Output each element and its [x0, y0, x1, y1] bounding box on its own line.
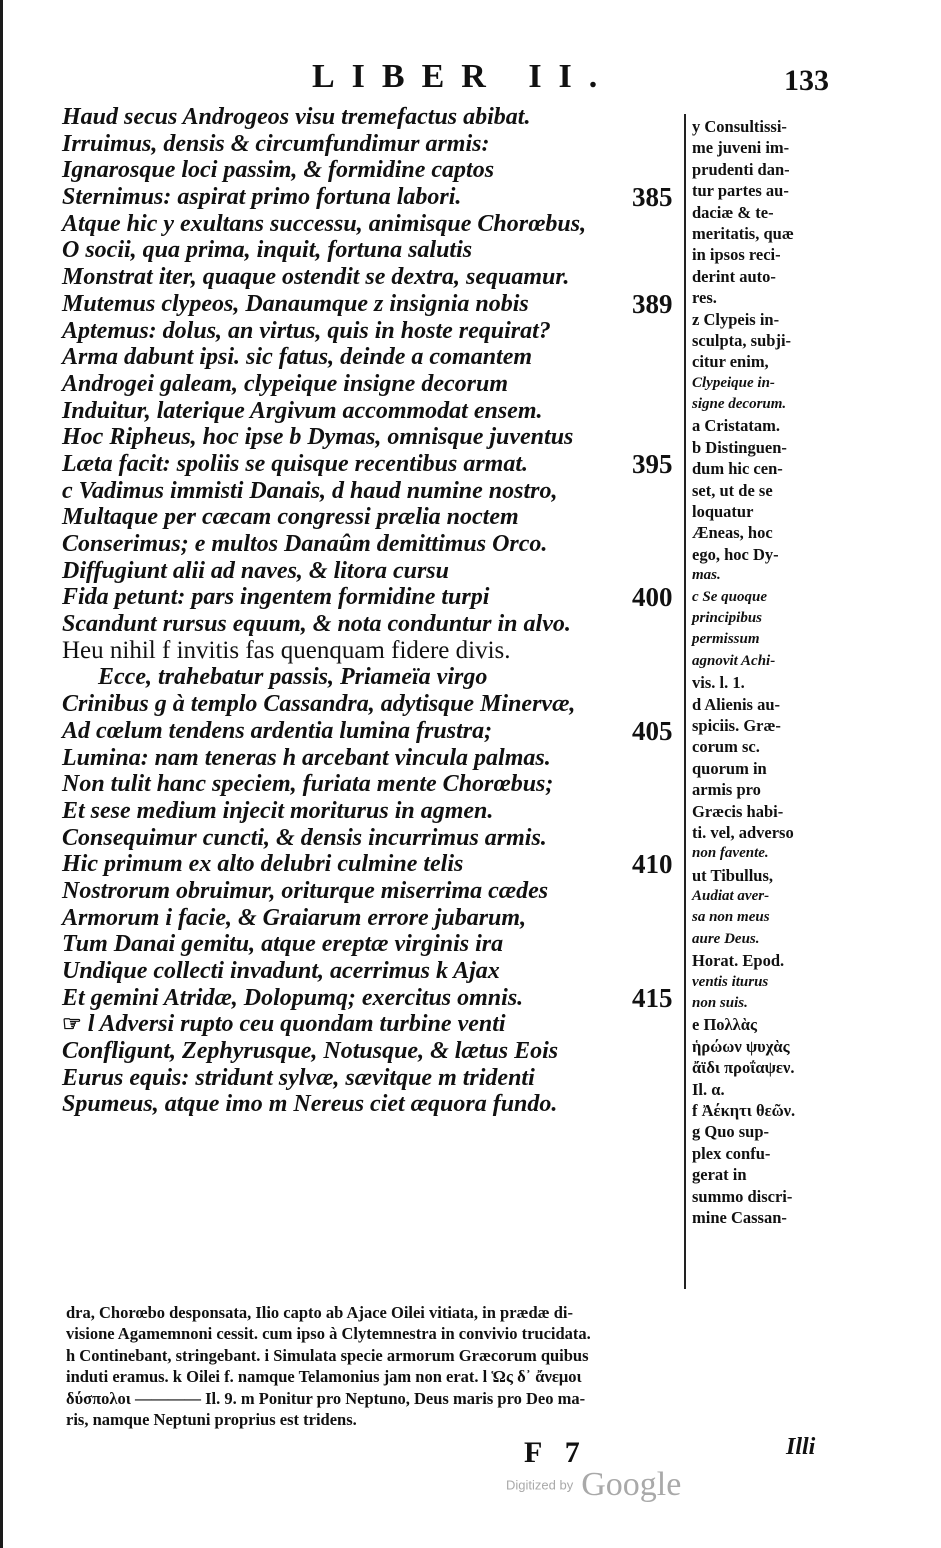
verse-line	[62, 798, 692, 825]
verse-line-text: Confligunt, Zephyrusque, Notusque, & lætus Eois	[62, 1038, 559, 1065]
line-number: 385	[632, 182, 673, 213]
verse-line-text: O socii, qua prima, inquit, fortuna salutis	[62, 237, 473, 264]
gloss-line: agnovit Achi-	[692, 652, 776, 669]
verse-line	[62, 1011, 692, 1038]
verse-line-text: Lumina: nam teneras h arcebant vincula palmas.	[62, 744, 551, 771]
verse-line	[62, 531, 692, 558]
verse-line	[62, 398, 692, 425]
verse-line	[62, 131, 692, 158]
gloss-line: ἡρώων ψυχὰς	[692, 1036, 790, 1056]
verse-line	[62, 264, 692, 291]
marginal-gloss	[692, 116, 839, 1228]
verse-line-text: Spumeus, atque imo m Nereus ciet æquora fundo.	[62, 1091, 558, 1118]
verse-line-text: Atque hic y exultans successu, animisque Chorœbus,	[62, 210, 587, 237]
gloss-line: principibus	[692, 609, 763, 626]
gloss-line: b Distinguen-	[692, 437, 787, 457]
verse-line	[62, 478, 692, 505]
verse-line	[62, 905, 692, 932]
digitized-watermark	[506, 1466, 681, 1504]
verse-line-text: Armorum i facie, & Graiarum errore jubarum,	[62, 904, 527, 931]
verse-line	[62, 1065, 692, 1092]
verse-line-text: Diffugiunt alii ad naves, & litora cursu	[62, 557, 449, 584]
verse-line-text: Monstrat iter, quaque ostendit se dextra, sequamur.	[62, 264, 570, 291]
verse-line-text: Ad cœlum tendens ardentia lumina frustra;	[62, 717, 493, 744]
gloss-line: e Πολλὰς	[692, 1015, 757, 1035]
gloss-line: prudenti dan-	[692, 159, 790, 179]
verse-line-text: Arma dabunt ipsi. sic fatus, deinde a comantem	[62, 344, 533, 371]
verse-line	[62, 931, 692, 958]
gloss-line: Horat. Epod.	[692, 951, 785, 971]
gloss-line: armis pro	[692, 780, 761, 800]
gloss-line: summo discri-	[692, 1186, 793, 1206]
verse-line-text: Induitur, laterique Argivum accommodat ensem.	[62, 397, 543, 424]
footnote-line: ris, namque Neptuni proprius est tridens.	[66, 1409, 357, 1429]
gloss-line: permissum	[692, 631, 760, 648]
gloss-line: spiciis. Græ-	[692, 715, 781, 735]
verse-line-text: Heu nihil f invitis fas quenquam fidere divis.	[62, 636, 511, 664]
verse-line	[62, 157, 692, 184]
verse-line	[62, 878, 692, 905]
verse-line	[62, 104, 692, 131]
page-number: 133	[784, 64, 829, 97]
verse-line-text: Undique collecti invadunt, acerrimus k Ajax	[62, 958, 500, 984]
line-number: 405	[632, 715, 673, 746]
gloss-line: Audiat aver-	[692, 888, 770, 905]
verse-line-text: c Vadimus immisti Danais, d haud numine nostro,	[62, 477, 558, 504]
gloss-line: g Quo sup-	[692, 1122, 770, 1142]
verse-line	[62, 288, 692, 319]
gloss-line: signe decorum.	[692, 396, 787, 413]
gloss-line: c Se quoque	[692, 588, 767, 605]
footnote-line: dra, Chorœbo desponsata, Ilio capto ab Ajace Oilei vitiata, in prædæ di-	[66, 1303, 573, 1322]
verse-line	[62, 851, 692, 878]
gloss-line: ego, hoc Dy-	[692, 544, 779, 564]
verse-line	[62, 558, 692, 585]
gloss-line: ventis iturus	[692, 973, 769, 990]
verse-line	[62, 1038, 692, 1065]
verse-line-text: Conserimus; e multos Danaûm demittimus Orco.	[62, 531, 548, 557]
verse-line-text: Sternimus: aspirat primo fortuna labori.	[62, 184, 462, 211]
gloss-line: Æneas, hoc	[692, 523, 773, 543]
verse-line	[62, 448, 692, 479]
verse-line	[62, 237, 692, 264]
verse-line-text: Mutemus clypeos, Danaumque z insignia nobis	[62, 290, 529, 317]
line-number: 395	[632, 448, 673, 479]
verse-line	[62, 715, 692, 746]
gloss-line: in ipsos reci-	[692, 245, 781, 265]
verse-line	[62, 211, 692, 238]
manicule-icon: ☞	[62, 1011, 82, 1037]
verse-line	[62, 184, 692, 211]
gloss-line: citur enim,	[692, 352, 769, 372]
verse-line-text: Hoc Ripheus, hoc ipse b Dymas, omnisque juventus	[62, 424, 574, 451]
gloss-line: Il. α.	[692, 1079, 725, 1099]
verse-line-text: Læta facit: spoliis se quisque recentibus armat.	[62, 450, 529, 477]
verse-line-text: Tum Danai gemitu, atque ereptæ virginis ira	[62, 931, 504, 958]
verse-line-text: Non tulit hanc speciem, furiata mente Chorœbus;	[62, 771, 554, 798]
running-title: LIBER II.	[312, 58, 615, 95]
verse-line	[62, 982, 692, 1013]
gloss-line: corum sc.	[692, 737, 760, 757]
verse-line	[62, 611, 692, 638]
line-number: 389	[632, 288, 673, 319]
verse-line	[62, 771, 692, 798]
verse-text	[62, 104, 692, 1118]
gloss-line: quorum in	[692, 758, 767, 778]
footnote-line: δύσπολοι ———— Il. 9. m Ponitur pro Neptuno, Deus maris pro Deo ma-	[66, 1388, 586, 1408]
verse-line-text: Androgei galeam, clypeique insigne decorum	[62, 370, 508, 397]
gloss-line: ti. vel, adverso	[692, 822, 794, 842]
line-number: 400	[632, 582, 673, 613]
verse-line-text: Crinibus g à templo Cassandra, adytisque Minervæ,	[62, 691, 576, 718]
verse-line	[62, 424, 692, 451]
line-number: 415	[632, 982, 673, 1013]
verse-line	[62, 745, 692, 772]
verse-line	[62, 584, 692, 611]
verse-line	[62, 504, 692, 531]
verse-line-text: Multaque per cæcam congressi prælia noctem	[62, 504, 519, 531]
watermark-prefix: Digitized by	[506, 1477, 574, 1493]
verse-line-text: Irruimus, densis & circumfundimur armis:	[62, 130, 490, 157]
verse-line	[62, 344, 692, 371]
footnote-line: h Continebant, stringebant. i Simulata specie armorum Græcorum quibus	[66, 1345, 589, 1365]
gloss-line: loquatur	[692, 502, 754, 522]
gloss-line: vis. l. 1.	[692, 673, 745, 693]
gloss-line: y Consultissi-	[692, 117, 787, 136]
gloss-line: ἄϊδι προΐαψεν.	[692, 1058, 795, 1078]
gloss-line: set, ut de se	[692, 480, 773, 500]
verse-line-text: Et sese medium injecit moriturus in agmen.	[62, 797, 494, 824]
gloss-line: Græcis habi-	[692, 801, 784, 821]
gloss-line: z Clypeis in-	[692, 309, 780, 329]
verse-line-text: Consequimur cuncti, & densis incurrimus armis.	[62, 824, 547, 851]
verse-line	[62, 318, 692, 345]
gloss-line: sa non meus	[692, 909, 770, 926]
catchword: Illi	[786, 1434, 816, 1460]
gloss-line: derint auto-	[692, 266, 776, 286]
verse-line	[62, 958, 692, 985]
signature-mark: F 7	[524, 1436, 588, 1469]
margin-rule	[684, 114, 686, 1289]
gloss-line: Clypeique in-	[692, 374, 775, 391]
gloss-line: a Cristatam.	[692, 416, 780, 436]
footnote-line: induti eramus. k Oilei f. namque Telamonius jam non erat. l Ὡς δ᾽ ἄνεμοι	[66, 1367, 582, 1387]
gloss-line: mine Cassan-	[692, 1207, 787, 1227]
line-number: 410	[632, 849, 673, 880]
verse-line-text: Hic primum ex alto delubri culmine telis	[62, 851, 464, 878]
verse-line-text: Haud secus Androgeos visu tremefactus abibat.	[62, 104, 531, 130]
verse-line-text: Scandunt rursus equum, & nota conduntur in alvo.	[62, 611, 571, 638]
verse-line	[62, 1091, 692, 1118]
footnotes	[66, 1302, 826, 1430]
page-edge-shadow	[0, 0, 3, 1548]
verse-line-text: l Adversi rupto ceu quondam turbine venti	[87, 1011, 506, 1038]
verse-line-text: Aptemus: dolus, an virtus, quis in hoste requirat?	[62, 317, 551, 344]
watermark-brand: Google	[581, 1466, 682, 1503]
verse-line	[62, 664, 692, 691]
verse-line-text: Ignarosque loci passim, & formidine captos	[62, 157, 495, 184]
verse-line	[62, 825, 692, 852]
gloss-line: meritatis, quæ	[692, 223, 794, 243]
verse-line-text: Et gemini Atridæ, Dolopumq; exercitus omnis.	[62, 984, 524, 1011]
verse-line-text: Nostrorum obruimur, oriturque miserrima cædes	[62, 877, 549, 904]
verse-line-text: Fida petunt: pars ingentem formidine turpi	[62, 584, 490, 611]
gloss-line: ut Tibullus,	[692, 865, 774, 885]
verse-line-text: Ecce, trahebatur passis, Priameïa virgo	[98, 664, 488, 691]
verse-line-text: Eurus equis: stridunt sylvæ, sævitque m tridenti	[62, 1064, 535, 1091]
gloss-line: non suis.	[692, 995, 748, 1012]
gloss-line: tur partes au-	[692, 181, 789, 201]
gloss-line: res.	[692, 288, 717, 308]
gloss-line: d Alienis au-	[692, 694, 781, 714]
gloss-line: gerat in	[692, 1165, 747, 1185]
gloss-line: plex confu-	[692, 1143, 771, 1163]
verse-line	[62, 691, 692, 718]
footnote-line: visione Agamemnoni cessit. cum ipso à Clytemnestra in convivio trucidata.	[66, 1324, 591, 1344]
page-header	[0, 58, 941, 98]
gloss-line: me juveni im-	[692, 138, 790, 158]
gloss-line: non favente.	[692, 845, 769, 862]
verse-line	[62, 638, 692, 665]
verse-line	[62, 371, 692, 398]
gloss-line: aure Deus.	[692, 930, 760, 947]
gloss-line: sculpta, subji-	[692, 330, 792, 350]
gloss-line: f Ἀέκητι θεῶν.	[692, 1100, 796, 1120]
gloss-line: mas.	[692, 567, 721, 584]
gloss-line: daciæ & te-	[692, 202, 774, 222]
gloss-line: dum hic cen-	[692, 459, 783, 479]
